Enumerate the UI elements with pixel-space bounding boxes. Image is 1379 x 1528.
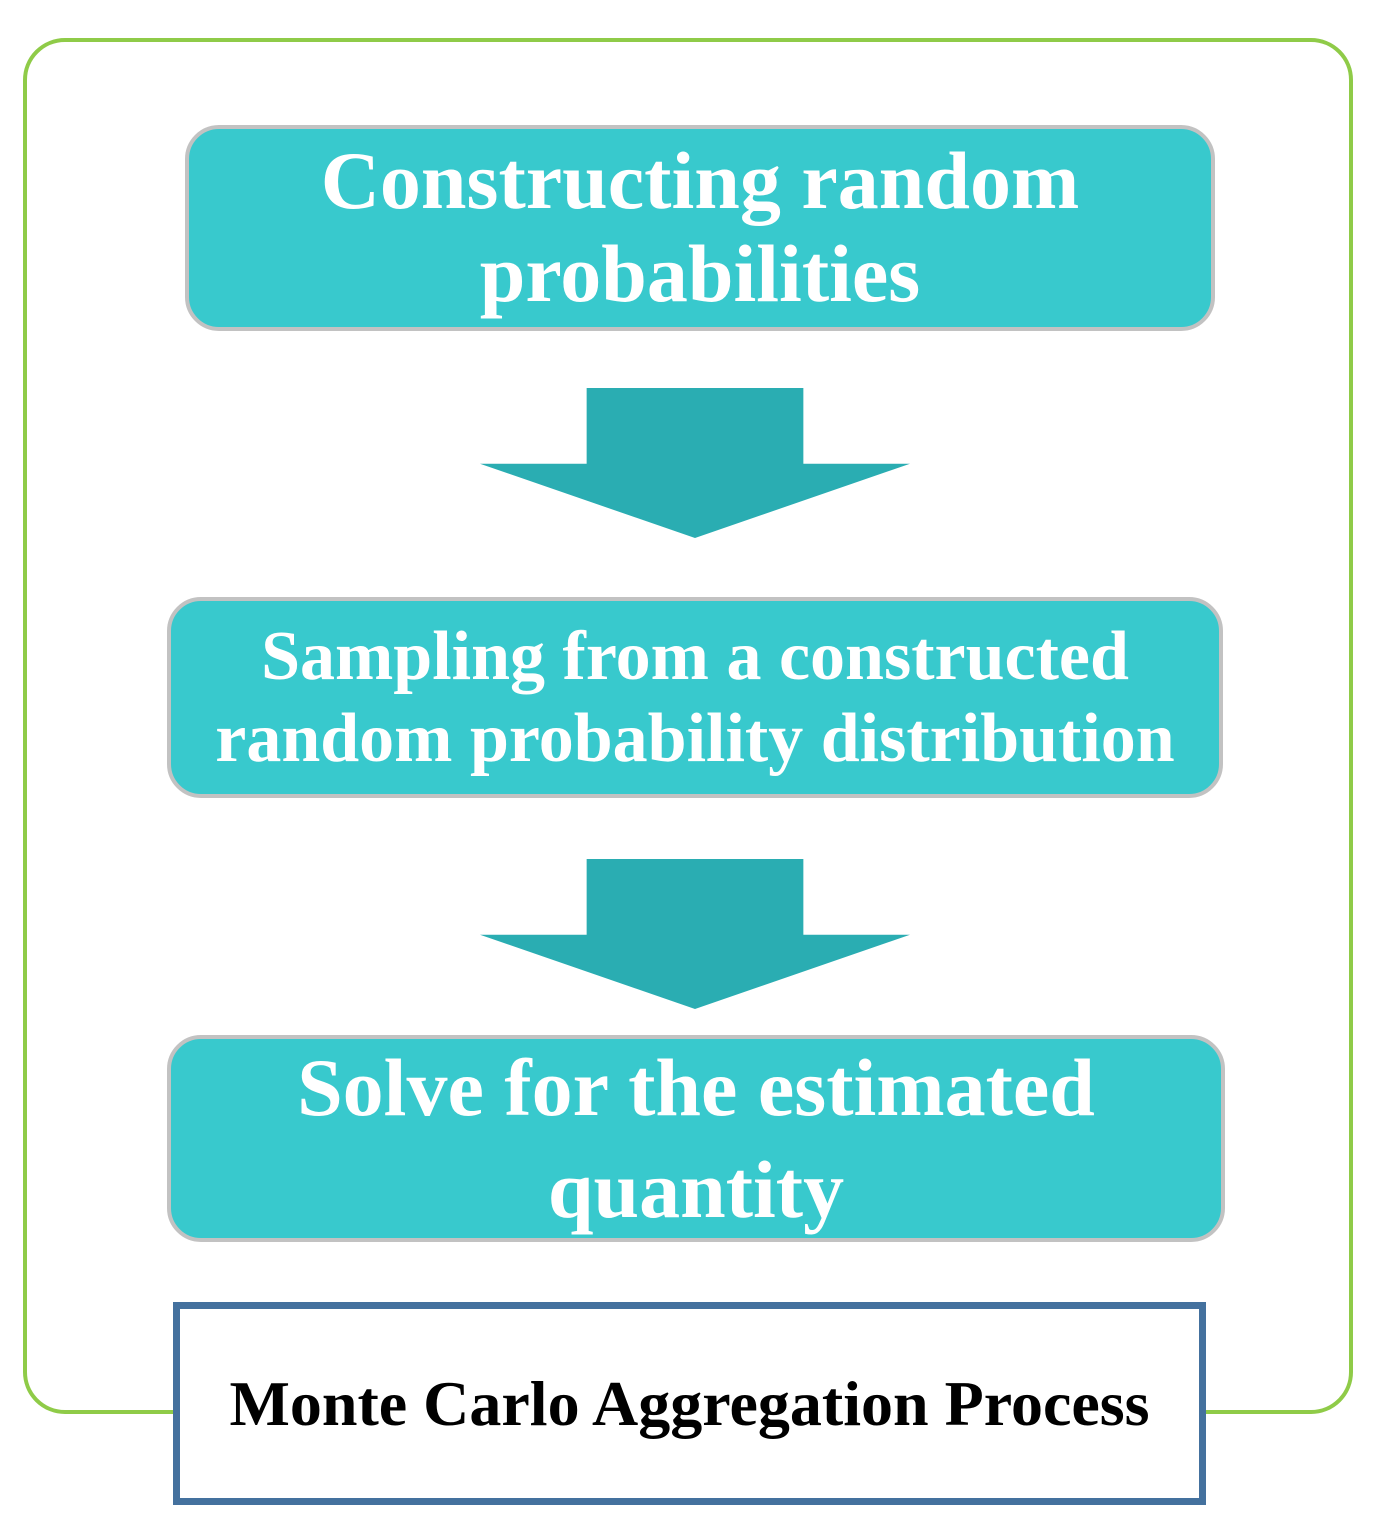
step-2-line-2: random probability distribution <box>215 699 1175 777</box>
caption-title: Monte Carlo Aggregation Process <box>229 1367 1150 1439</box>
step-1-line-2: probabilities <box>479 228 921 319</box>
step-box-sampling-from-distribution <box>167 597 1223 798</box>
step-3-line-2: quantity <box>547 1143 845 1235</box>
step-box-constructing-random-probabilities <box>185 125 1215 331</box>
step-3-line-1: Solve for the estimated <box>297 1041 1095 1133</box>
step-2-line-1: Sampling from a constructed <box>261 617 1129 695</box>
step-1-line-1: Constructing random <box>320 135 1080 227</box>
caption-box <box>173 1302 1206 1505</box>
step-box-solve-estimated-quantity <box>167 1035 1225 1242</box>
